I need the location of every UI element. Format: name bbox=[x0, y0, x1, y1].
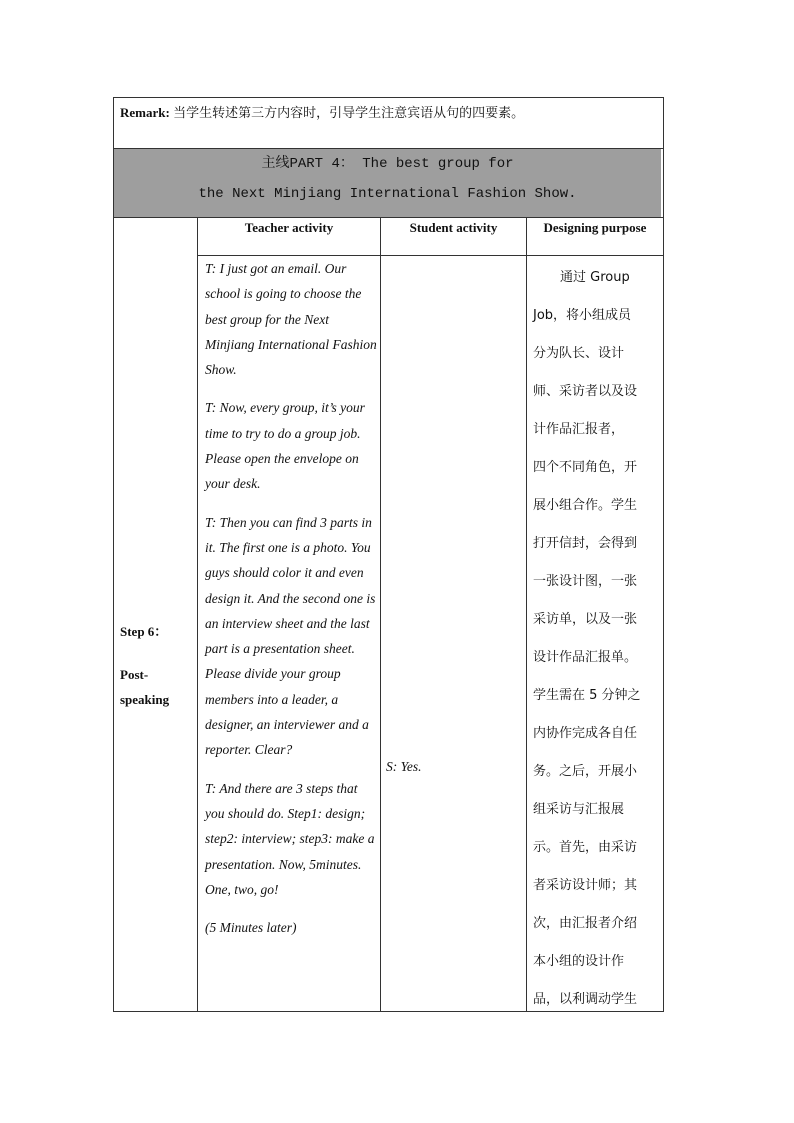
teacher-paragraph: T: Now, every group, it’s your time to try to do a group job. Please open the envelope on your desk. bbox=[205, 400, 365, 492]
purpose-line: Job，将小组成员 bbox=[533, 308, 632, 323]
purpose-line: 者采访设计师；其 bbox=[533, 878, 638, 893]
table-top-rule bbox=[113, 97, 663, 98]
step-name-line1: Post- bbox=[120, 667, 149, 682]
col-divider-3 bbox=[526, 217, 527, 1012]
teacher-paragraph: T: I just got an email. Our school is going to choose the best group for the Next Minjiang International Fashion Show. bbox=[205, 261, 377, 378]
teacher-paragraph: T: Then you can find 3 parts in it. The first one is a photo. You guys should color it and even design it. And the second one is an interview sheet and the last part is a presentation sheet. Please divide your group members into a leader, a designer, an interviewer and a reporter. Clear? bbox=[205, 514, 376, 758]
col-divider-1 bbox=[197, 217, 198, 1012]
purpose-line: 四个不同角色，开 bbox=[533, 460, 638, 475]
purpose-line: 计作品汇报者， bbox=[533, 422, 625, 437]
teacher-paragraph: (5 Minutes later) bbox=[205, 920, 297, 936]
purpose-line: 师、采访者以及设 bbox=[533, 384, 638, 399]
banner-title-line1: 主线PART 4： The best group for bbox=[261, 156, 514, 172]
purpose-line: 设计作品汇报单。 bbox=[533, 650, 638, 665]
purpose-line: 内协作完成各自任 bbox=[533, 726, 638, 741]
purpose-line: 打开信封，会得到 bbox=[533, 536, 638, 551]
purpose-line: 示。首先，由采访 bbox=[533, 840, 638, 855]
banner-title-line2: the Next Minjiang International Fashion Show. bbox=[198, 186, 577, 202]
col-divider-2 bbox=[380, 217, 381, 1012]
purpose-line: 学生需在 5 分钟之 bbox=[533, 688, 641, 703]
designing-purpose-cell bbox=[533, 259, 657, 1019]
purpose-line: 通过 Group bbox=[560, 270, 630, 285]
purpose-line: 品，以利调动学生 bbox=[533, 992, 638, 1007]
step-label: Step 6： bbox=[120, 624, 168, 639]
step-name-line2: speaking bbox=[120, 692, 170, 707]
header-teacher-activity: Teacher activity bbox=[244, 220, 334, 235]
purpose-line: 采访单，以及一张 bbox=[533, 612, 638, 627]
remark-label: Remark: bbox=[120, 105, 170, 120]
header-student-activity: Student activity bbox=[409, 220, 498, 235]
purpose-line: 一张设计图，一张 bbox=[533, 574, 638, 589]
remark-row bbox=[120, 102, 524, 121]
purpose-line: 展小组合作。学生 bbox=[533, 498, 638, 513]
teacher-activity-cell bbox=[205, 256, 377, 953]
banner-bottom-rule bbox=[113, 217, 663, 218]
student-activity-text: S: Yes. bbox=[386, 759, 422, 774]
purpose-line: 次，由汇报者介绍 bbox=[533, 916, 638, 931]
remark-text: 当学生转述第三方内容时，引导学生注意宾语从句的四要素。 bbox=[173, 105, 525, 120]
purpose-line: 分为队长、设计 bbox=[533, 346, 625, 361]
teacher-paragraph: T: And there are 3 steps that you should do. Step1: design; step2: interview; step3: make a presentation. Now, 5minutes. One, two, go! bbox=[205, 780, 375, 897]
purpose-line: 组采访与汇报展 bbox=[533, 802, 625, 817]
purpose-line: 本小组的设计作 bbox=[533, 954, 625, 969]
purpose-line: 务。之后，开展小 bbox=[533, 764, 638, 779]
header-designing-purpose: Designing purpose bbox=[543, 220, 647, 235]
